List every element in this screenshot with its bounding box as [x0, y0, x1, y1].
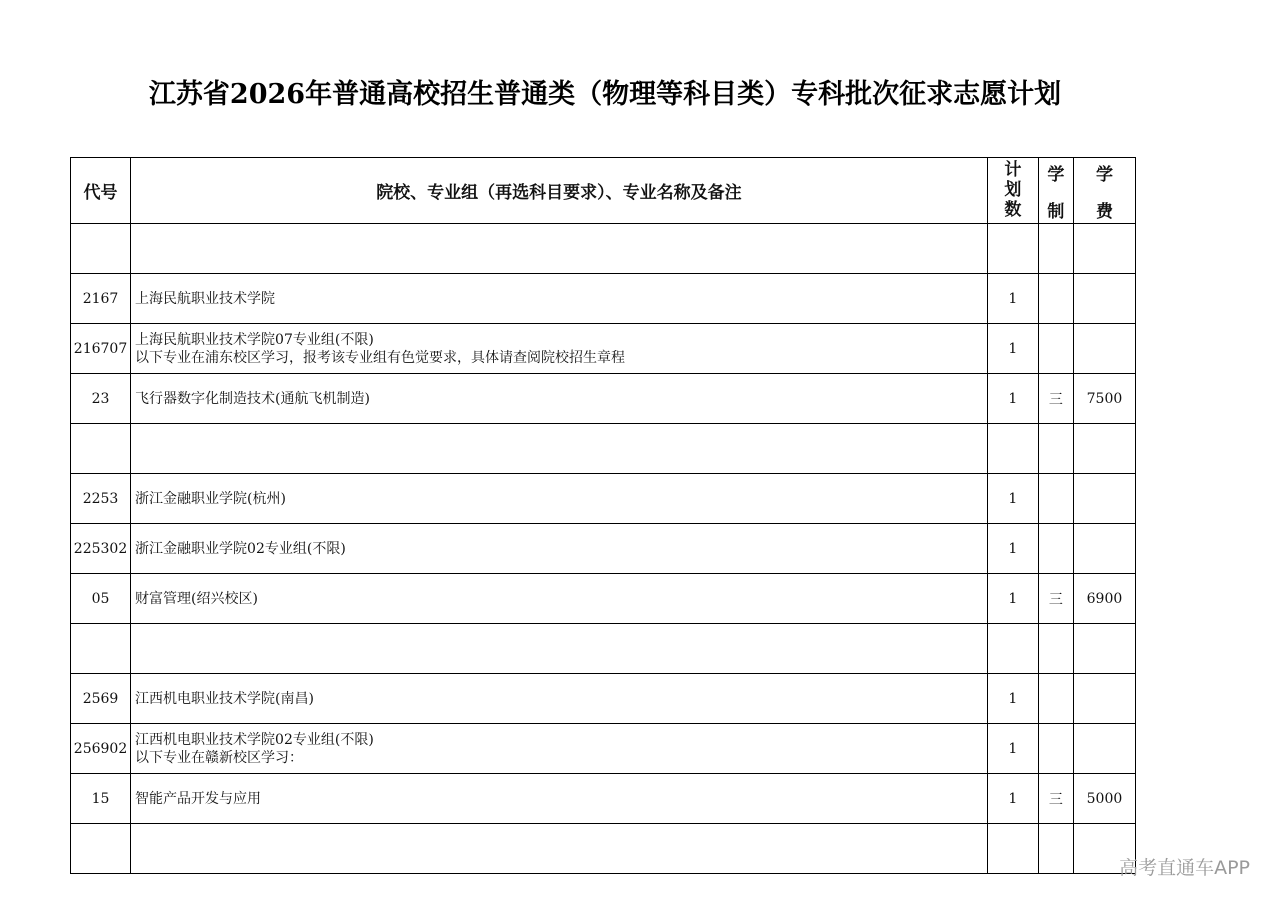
cell-plan [987, 224, 1038, 274]
table-row [71, 624, 1136, 674]
cell-fee [1073, 324, 1135, 374]
cell-code: 256902 [71, 724, 131, 774]
cell-name [131, 474, 988, 524]
cell-fee [1073, 474, 1135, 524]
cell-length [1038, 674, 1073, 724]
cell-length [1038, 474, 1073, 524]
header-plan-char: 数 [1004, 200, 1022, 220]
cell-length [1038, 724, 1073, 774]
cell-length [1038, 424, 1073, 474]
cell-length [1038, 324, 1073, 374]
cell-fee: 5000 [1073, 774, 1135, 824]
plan-table [70, 157, 1136, 874]
cell-length [1038, 624, 1073, 674]
cell-name [131, 424, 988, 474]
cell-length [1038, 224, 1073, 274]
table-row [71, 524, 1136, 574]
cell-plan: 1 [987, 274, 1038, 324]
cell-length: 三 [1038, 574, 1073, 624]
cell-fee: 7500 [1073, 374, 1135, 424]
cell-name [131, 624, 988, 674]
cell-fee [1073, 224, 1135, 274]
watermark: 高考直通车APP [1119, 857, 1250, 879]
cell-name [131, 374, 988, 424]
cell-plan [987, 424, 1038, 474]
table-row [71, 324, 1136, 374]
cell-name [131, 524, 988, 574]
header-code: 代号 [71, 158, 131, 224]
table-row [71, 574, 1136, 624]
cell-plan: 1 [987, 474, 1038, 524]
cell-plan: 1 [987, 674, 1038, 724]
cell-plan [987, 624, 1038, 674]
cell-code: 23 [71, 374, 131, 424]
cell-name [131, 324, 988, 374]
table-row [71, 474, 1136, 524]
cell-length: 三 [1038, 374, 1073, 424]
cell-code [71, 424, 131, 474]
cell-fee [1073, 724, 1135, 774]
table-row [71, 424, 1136, 474]
name-text: 浙江金融职业学院(杭州) [135, 490, 286, 507]
header-fee [1073, 158, 1135, 224]
name-text: 上海民航职业技术学院 [135, 290, 276, 307]
cell-length: 三 [1038, 774, 1073, 824]
cell-fee [1073, 524, 1135, 574]
cell-name [131, 274, 988, 324]
cell-plan: 1 [987, 524, 1038, 574]
cell-name [131, 224, 988, 274]
cell-fee [1073, 274, 1135, 324]
cell-code [71, 224, 131, 274]
cell-length [1038, 524, 1073, 574]
cell-code: 2569 [71, 674, 131, 724]
cell-plan: 1 [987, 774, 1038, 824]
name-text: 飞行器数字化制造技术(通航飞机制造) [135, 390, 370, 407]
name-text: 江西机电职业技术学院(南昌) [135, 690, 314, 707]
cell-plan [987, 824, 1038, 874]
cell-name [131, 724, 988, 774]
name-text: 江西机电职业技术学院02专业组(不限) [135, 731, 374, 748]
cell-fee [1073, 624, 1135, 674]
header-length-char: 制 [1047, 202, 1065, 222]
cell-name [131, 824, 988, 874]
page-title: 江苏省2026年普通高校招生普通类（物理等科目类）专科批次征求志愿计划 [148, 79, 1062, 110]
cell-plan: 1 [987, 574, 1038, 624]
cell-code: 225302 [71, 524, 131, 574]
header-length-char: 学 [1047, 165, 1065, 185]
cell-code: 2253 [71, 474, 131, 524]
cell-length [1038, 824, 1073, 874]
cell-code: 216707 [71, 324, 131, 374]
table-row [71, 224, 1136, 274]
cell-code: 2167 [71, 274, 131, 324]
note-text: 以下专业在赣新校区学习： [135, 749, 304, 766]
table-header-row [71, 158, 1136, 224]
table-row [71, 824, 1136, 874]
header-plan-char: 计 [1004, 160, 1022, 180]
cell-plan: 1 [987, 724, 1038, 774]
table-row [71, 274, 1136, 324]
header-name: 院校、专业组（再选科目要求）、专业名称及备注 [131, 158, 988, 224]
cell-code: 15 [71, 774, 131, 824]
cell-code: 05 [71, 574, 131, 624]
note-text: 以下专业在浦东校区学习，报考该专业组有色觉要求，具体请查阅院校招生章程 [135, 349, 626, 366]
cell-fee [1073, 674, 1135, 724]
cell-fee: 6900 [1073, 574, 1135, 624]
name-text: 智能产品开发与应用 [135, 790, 262, 807]
name-text: 上海民航职业技术学院07专业组(不限) [135, 331, 374, 348]
header-length [1038, 158, 1073, 224]
table-row [71, 374, 1136, 424]
cell-fee [1073, 424, 1135, 474]
table-row [71, 674, 1136, 724]
cell-name [131, 774, 988, 824]
name-text: 财富管理(绍兴校区) [135, 590, 258, 607]
cell-code [71, 824, 131, 874]
name-text: 浙江金融职业学院02专业组(不限) [135, 540, 346, 557]
cell-plan: 1 [987, 324, 1038, 374]
table-row [71, 724, 1136, 774]
cell-name [131, 674, 988, 724]
cell-code [71, 624, 131, 674]
header-fee-char: 学 [1095, 165, 1113, 185]
cell-name [131, 574, 988, 624]
header-plan-char: 划 [1004, 180, 1022, 200]
header-fee-char: 费 [1095, 202, 1113, 222]
cell-plan: 1 [987, 374, 1038, 424]
header-plan [987, 158, 1038, 224]
table-row [71, 774, 1136, 824]
cell-length [1038, 274, 1073, 324]
